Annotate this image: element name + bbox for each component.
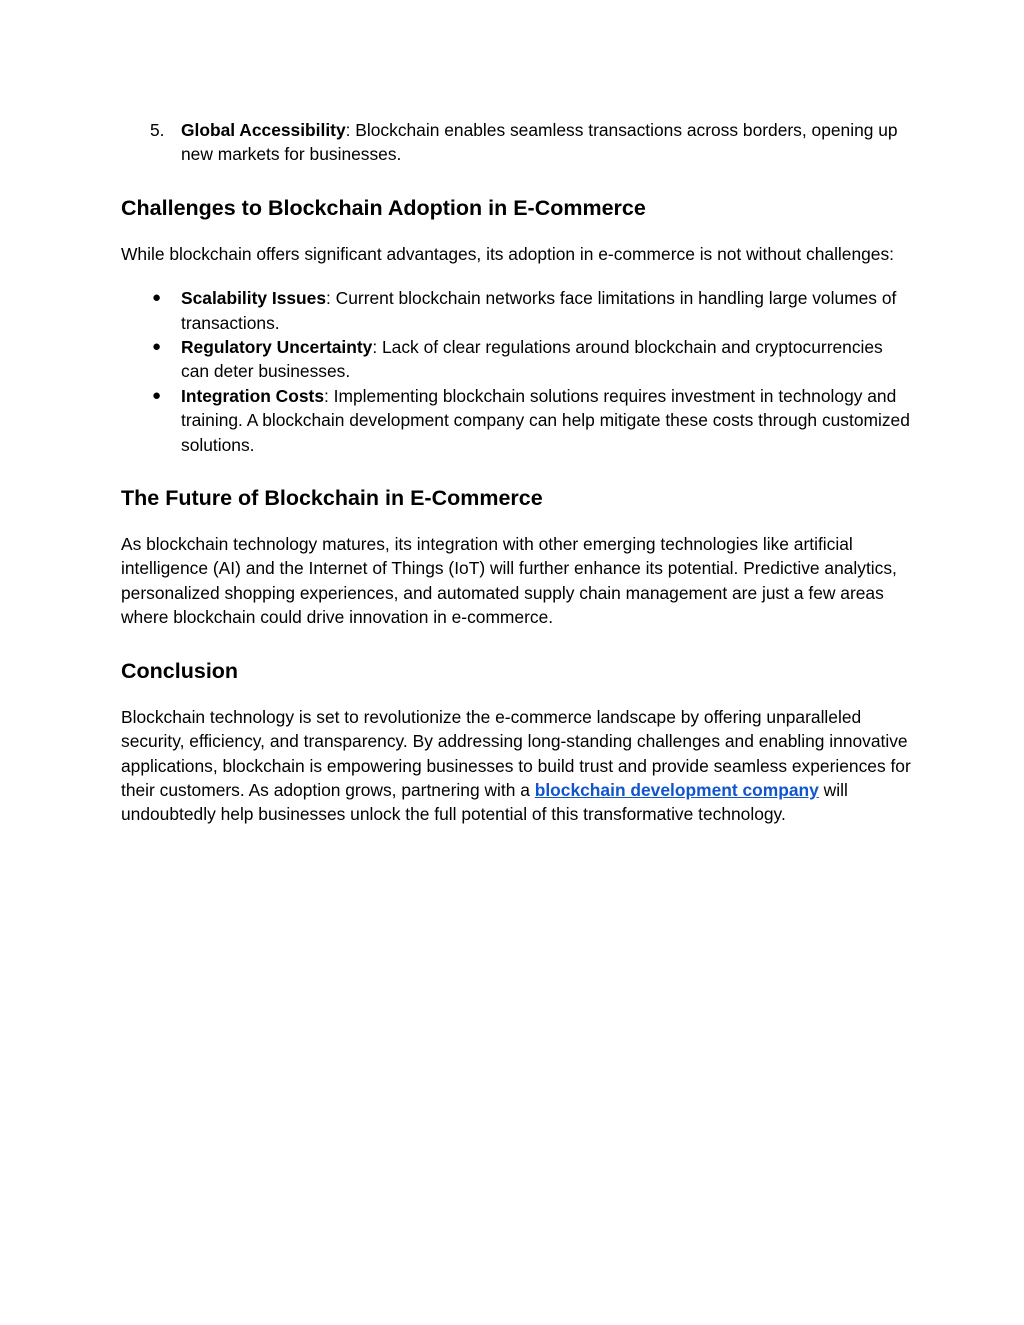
list-item [121,384,911,457]
list-item-text: : Lack of clear regulations around blockchain and cryptocurrencies can deter businesses. [181,337,883,382]
document-page [121,118,911,827]
future-body: As blockchain technology matures, its integration with other emerging technologies like artificial intelligence (AI) and the Internet of Things (IoT) will further enhance its potential. Predictive analytics, personalized shopping experiences, and automated supply chain management are just a few areas where blockchain could drive innovation in e-commerce. [121,534,897,628]
list-item-text: : Implementing blockchain solutions requires investment in technology and training. A blockchain development company can help mitigate these costs through customized solutions. [181,385,910,455]
section-heading-challenges: Challenges to Blockchain Adoption in E-Commerce [121,195,646,220]
section-heading-conclusion: Conclusion [121,658,239,683]
list-item-term: Regulatory Uncertainty [181,337,373,358]
list-item-global-accessibility [121,118,911,167]
blockchain-development-company-link[interactable]: blockchain development company [534,779,819,800]
list-number: 5. [150,120,165,140]
challenges-list [121,286,911,457]
bullet-icon: ● [152,386,162,404]
challenges-intro: While blockchain offers significant advantages, its adoption in e-commerce is not without challenges: [121,243,895,264]
list-item-term: Integration Costs [181,385,324,406]
conclusion-text-after-link: will undoubtedly help businesses unlock the full potential of this transformative technology. [121,779,848,825]
list-item-term: Global Accessibility [181,120,346,140]
list-item-term: Scalability Issues [181,288,327,309]
conclusion-text-before-link: Blockchain technology is set to revolutionize the e-commerce landscape by offering unparalleled security, efficiency, and transparency. By addressing long-standing challenges and enabling innovative applications, blockchain is empowering businesses to build trust and provide seamless experiences for their customers. As adoption grows, partnering with a [121,706,911,800]
conclusion-body [121,705,911,827]
list-item [121,286,911,335]
section-heading-future: The Future of Blockchain in E-Commerce [121,486,543,511]
list-item-text: : Blockchain enables seamless transactions across borders, opening up new markets for businesses. [181,120,898,165]
list-item [121,335,911,384]
list-item-text: : Current blockchain networks face limitations in handling large volumes of transactions. [181,288,897,333]
bullet-icon: ● [152,289,162,307]
bullet-icon: ● [152,338,162,356]
